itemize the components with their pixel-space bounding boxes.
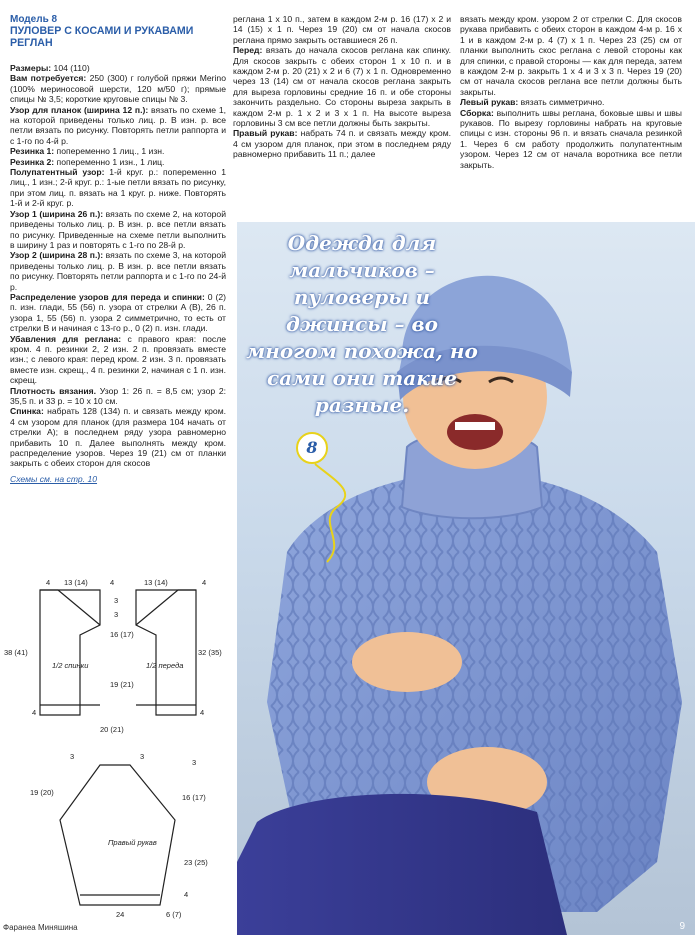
scheme-sleeve-cap-right: 16 (17) [182, 793, 206, 802]
col3-paragraph-text: вязать симметрично. [518, 97, 605, 108]
scheme-neck-mid: 3 [114, 610, 119, 619]
col3-paragraph-text: выполнить швы реглана, боковые швы и швы рукавов. По вырезу горловины набрать на круговые спицы с изн. стороны 96 п. и вязать сначала резинкой 1. Через 6 см работу продолжить полупатентным узором. Через 12 см от начала воротника все петли закрыть. [460, 107, 682, 170]
col1-paragraph-text: попеременно 1 лиц., 1 изн. [54, 146, 165, 157]
col3-paragraph [460, 108, 682, 170]
page-number: 9 [679, 921, 685, 932]
scheme-body-height-right: 32 (35) [198, 648, 222, 657]
col2-paragraph [233, 14, 451, 45]
scheme-top-width-right: 4 [110, 578, 115, 587]
col2-paragraph [233, 128, 451, 159]
col1-paragraph-text: Узор 1: 26 п. = 8,5 см; узор 2: 35,5 п. и 33 р. = 10 х 10 см. [10, 385, 227, 406]
col2-paragraph [233, 45, 451, 128]
col2-paragraph-label: Правый рукав: [233, 128, 298, 139]
col1-paragraph-label: Узор для планок (ширина 12 п.): [10, 104, 149, 115]
col2-paragraph-label: Перед: [233, 45, 263, 56]
col1-paragraphs [10, 63, 226, 469]
article-title: ПУЛОВЕР С КОСАМИ И РУКАВАМИ РЕГЛАН [10, 25, 194, 49]
col2-paragraph-text: реглана 1 х 10 п., затем в каждом 2-м р. 16 (17) х 2 и 14 (15) х 1 п. Через 19 (20) см от начала скосов реглана прямо закрыть оставшиеся 26 п. [233, 14, 451, 45]
photo-caption: Одежда для мальчиков – пуловеры и джинсы – во многом похожа, но сами они такие разные. [246, 231, 478, 417]
col1-paragraph [10, 334, 226, 386]
text-column-1 [10, 14, 226, 484]
col1-paragraph [10, 209, 226, 251]
model-number-badge: 8 [296, 432, 328, 464]
scheme-sleeve-top-b: 3 [140, 752, 145, 761]
scheme-band-right: 4 [200, 708, 205, 717]
col1-paragraph [10, 63, 226, 73]
col1-paragraph [10, 157, 226, 167]
col1-paragraph-text: попеременно 1 изн., 1 лиц. [54, 156, 165, 167]
text-column-2 [233, 14, 451, 160]
scheme-top-width-left: 4 [46, 578, 51, 587]
scheme-body-height-left: 38 (41) [4, 648, 28, 657]
scheme-sleeve-top-a: 3 [70, 752, 75, 761]
scheme-neck-top: 3 [114, 596, 119, 605]
scheme-sleeve-side-height: 23 (25) [184, 858, 208, 867]
col1-paragraph-label: Спинка: [10, 406, 44, 417]
col1-paragraph [10, 292, 226, 334]
scheme-sleeve-extra: 6 (7) [166, 910, 182, 919]
col3-paragraph [460, 14, 682, 97]
col1-paragraph [10, 386, 226, 407]
col1-paragraph-text: вязать по схеме 3, на которой приведены только лиц. р. В изн. р. все петли вязать по рисунку. Повторять петли раппорта и с 1-го по 24-й р. [10, 250, 226, 292]
scheme-label-back: 1/2 спинки [52, 661, 89, 670]
scheme-sleeve-cap-small: 3 [192, 758, 197, 767]
col1-paragraph [10, 73, 226, 104]
col3-paragraph [460, 97, 682, 107]
col2-paragraph-text: набрать 74 п. и связать между кром. 4 см узором для планок, при этом в последнем ряду равномерно прибавить 11 п.; далее [233, 128, 451, 160]
col1-paragraph-label: Размеры: [10, 63, 52, 73]
col1-paragraph [10, 105, 226, 147]
scheme-sleeve-label: Правый рукав [108, 838, 157, 847]
col1-paragraph-label: Резинка 1: [10, 146, 55, 157]
col1-paragraph-label: Резинка 2: [10, 156, 55, 167]
col1-paragraph-label: Плотность вязания. [10, 385, 97, 396]
col3-paragraph-label: Левый рукав: [460, 97, 519, 108]
col2-paragraph-text: вязать до начала скосов реглана как спинку. Для скосов закрыть с обеих сторон 1 х 10 п. и в каждом 2-м р. 20 (21) х 2 и 6 (7) х 1 п. Одновременно через 13 (14) см от начала скосов реглана закрыть для выреза горловины средние 16 п. и обе стороны закончить раздельно. Со стороны выреза закрыть в каждом 2-м р. 1 х 2 и 3 х 1 п. На высоте выреза горловины 3 см все петли должны быть закрыты. [233, 45, 451, 129]
footer-credit: Фаранеа Миняшина [3, 923, 78, 932]
scheme-sleeve-cap-left: 19 (20) [30, 788, 54, 797]
scheme-top-width-mid: 13 (14) [64, 578, 88, 587]
col1-paragraph-text: набрать 128 (134) п. и связать между кром. 4 см узором для планок (для размера 104 начать от стрелки A); в последнем ряду узора равномерно прибавить 10 п. Далее выполнять между кром. распределение узоров. Через 19 (21) см от планки закрыть с обеих сторон для скосов [10, 406, 226, 469]
col1-paragraph-label: Убавления для реглана: [10, 333, 122, 344]
scheme-bottom-width: 20 (21) [100, 725, 124, 734]
col1-paragraph-text: 104 (110) [51, 63, 90, 73]
scheme-top-width-mid-2: 13 (14) [144, 578, 168, 587]
scheme-label-front: 1/2 переда [146, 661, 184, 670]
col1-paragraph-text: с правого края: после кром. 4 п. резинки 2, 2 изн. 2 п. провязать вместе изн.; с левого края: перед кром. 2 изн. 3 п. провязать вместе изн. скрещ., 4 п. резинки 2, начиная с 1 п. изн. скрещ. [10, 333, 226, 386]
pattern-schemes [0, 575, 236, 920]
schemes-link[interactable]: Схемы см. на стр. 10 [10, 473, 98, 484]
col2-paragraphs [233, 14, 451, 160]
col1-paragraph [10, 167, 226, 209]
col1-paragraph-text: 1-й круг. р.: попеременно 1 лиц., 1 изн.; 2-й круг. р.: 1-ые петли вязать по рисунку, при этом лиц. п. вязать на 1 круг. р. ниже. Повторять 1-й и 2-й круг. р. [10, 167, 226, 209]
col1-paragraph-text: 250 (300) г голубой пряжи Merino (100% мериносовой шерсти, 120 м/50 г); прямые спицы № 3,5; короткие круговые спицы № 3. [10, 73, 226, 105]
scheme-lower-height: 19 (21) [110, 680, 134, 689]
col3-paragraph-text: вязать между кром. узором 2 от стрелки C. Для скосов рукава прибавить с обеих сторон в каждом 4-м р. 16 х 1 и в каждом 2-м р. 4 (7) х 1 п. Через 23 (25) см от планки выполнить скос реглана с левой стороны как для спинки, с правой стороны — как для переда, затем в каждом 2-м р. закрыть 1 х 4 и 3 х 3 п. Через 19 (20) см от начала скосов реглана все петли должны быть закрыты. [460, 14, 682, 97]
col1-paragraph-text: вязать по схеме 1, на которой приведены только лиц. р. В изн. р. все петли вязать по рисунку. Повторять петли раппорта и с 1-го по 4-й р. [10, 104, 226, 146]
col1-paragraph-text: 0 (2) п. изн. глади, 55 (56) п. узора от стрелки A (B), 26 п. узора 1, 55 (56) п. узора 2 симметрично, то есть от стрелки B и начиная с 13-го р., 0 (2) п. изн. глади. [10, 291, 226, 334]
col1-paragraph-label: Узор 1 (ширина 26 п.): [10, 208, 104, 219]
col1-paragraph [10, 146, 226, 156]
col1-paragraph-label: Полупатентный узор: [10, 167, 105, 178]
scheme-sleeve-band: 4 [184, 890, 189, 899]
scheme-top-width-left-2: 4 [202, 578, 207, 587]
col1-paragraph-label: Вам потребуется: [10, 73, 87, 84]
model-label: Модель 8 [10, 14, 58, 25]
scheme-raglan-height: 16 (17) [110, 630, 134, 639]
scheme-sleeve-bottom-width: 24 [116, 910, 125, 919]
text-column-3 [460, 14, 682, 170]
col1-paragraph [10, 250, 226, 292]
col1-paragraph-text: вязать по схеме 2, на которой приведены только лиц. р. В изн. р. все петли вязать по рисунку. Приведенные на схеме петли выполнить в ширину 1 раз и повторять с 1-го по 28-й р. [10, 208, 226, 250]
col1-paragraph [10, 406, 226, 468]
col3-paragraphs [460, 14, 682, 170]
scheme-band-left: 4 [32, 708, 37, 717]
col3-paragraph-label: Сборка: [460, 107, 494, 118]
col1-paragraph-label: Узор 2 (ширина 28 п.): [10, 250, 104, 261]
col1-paragraph-label: Распределение узоров для переда и спинки: [10, 291, 205, 302]
